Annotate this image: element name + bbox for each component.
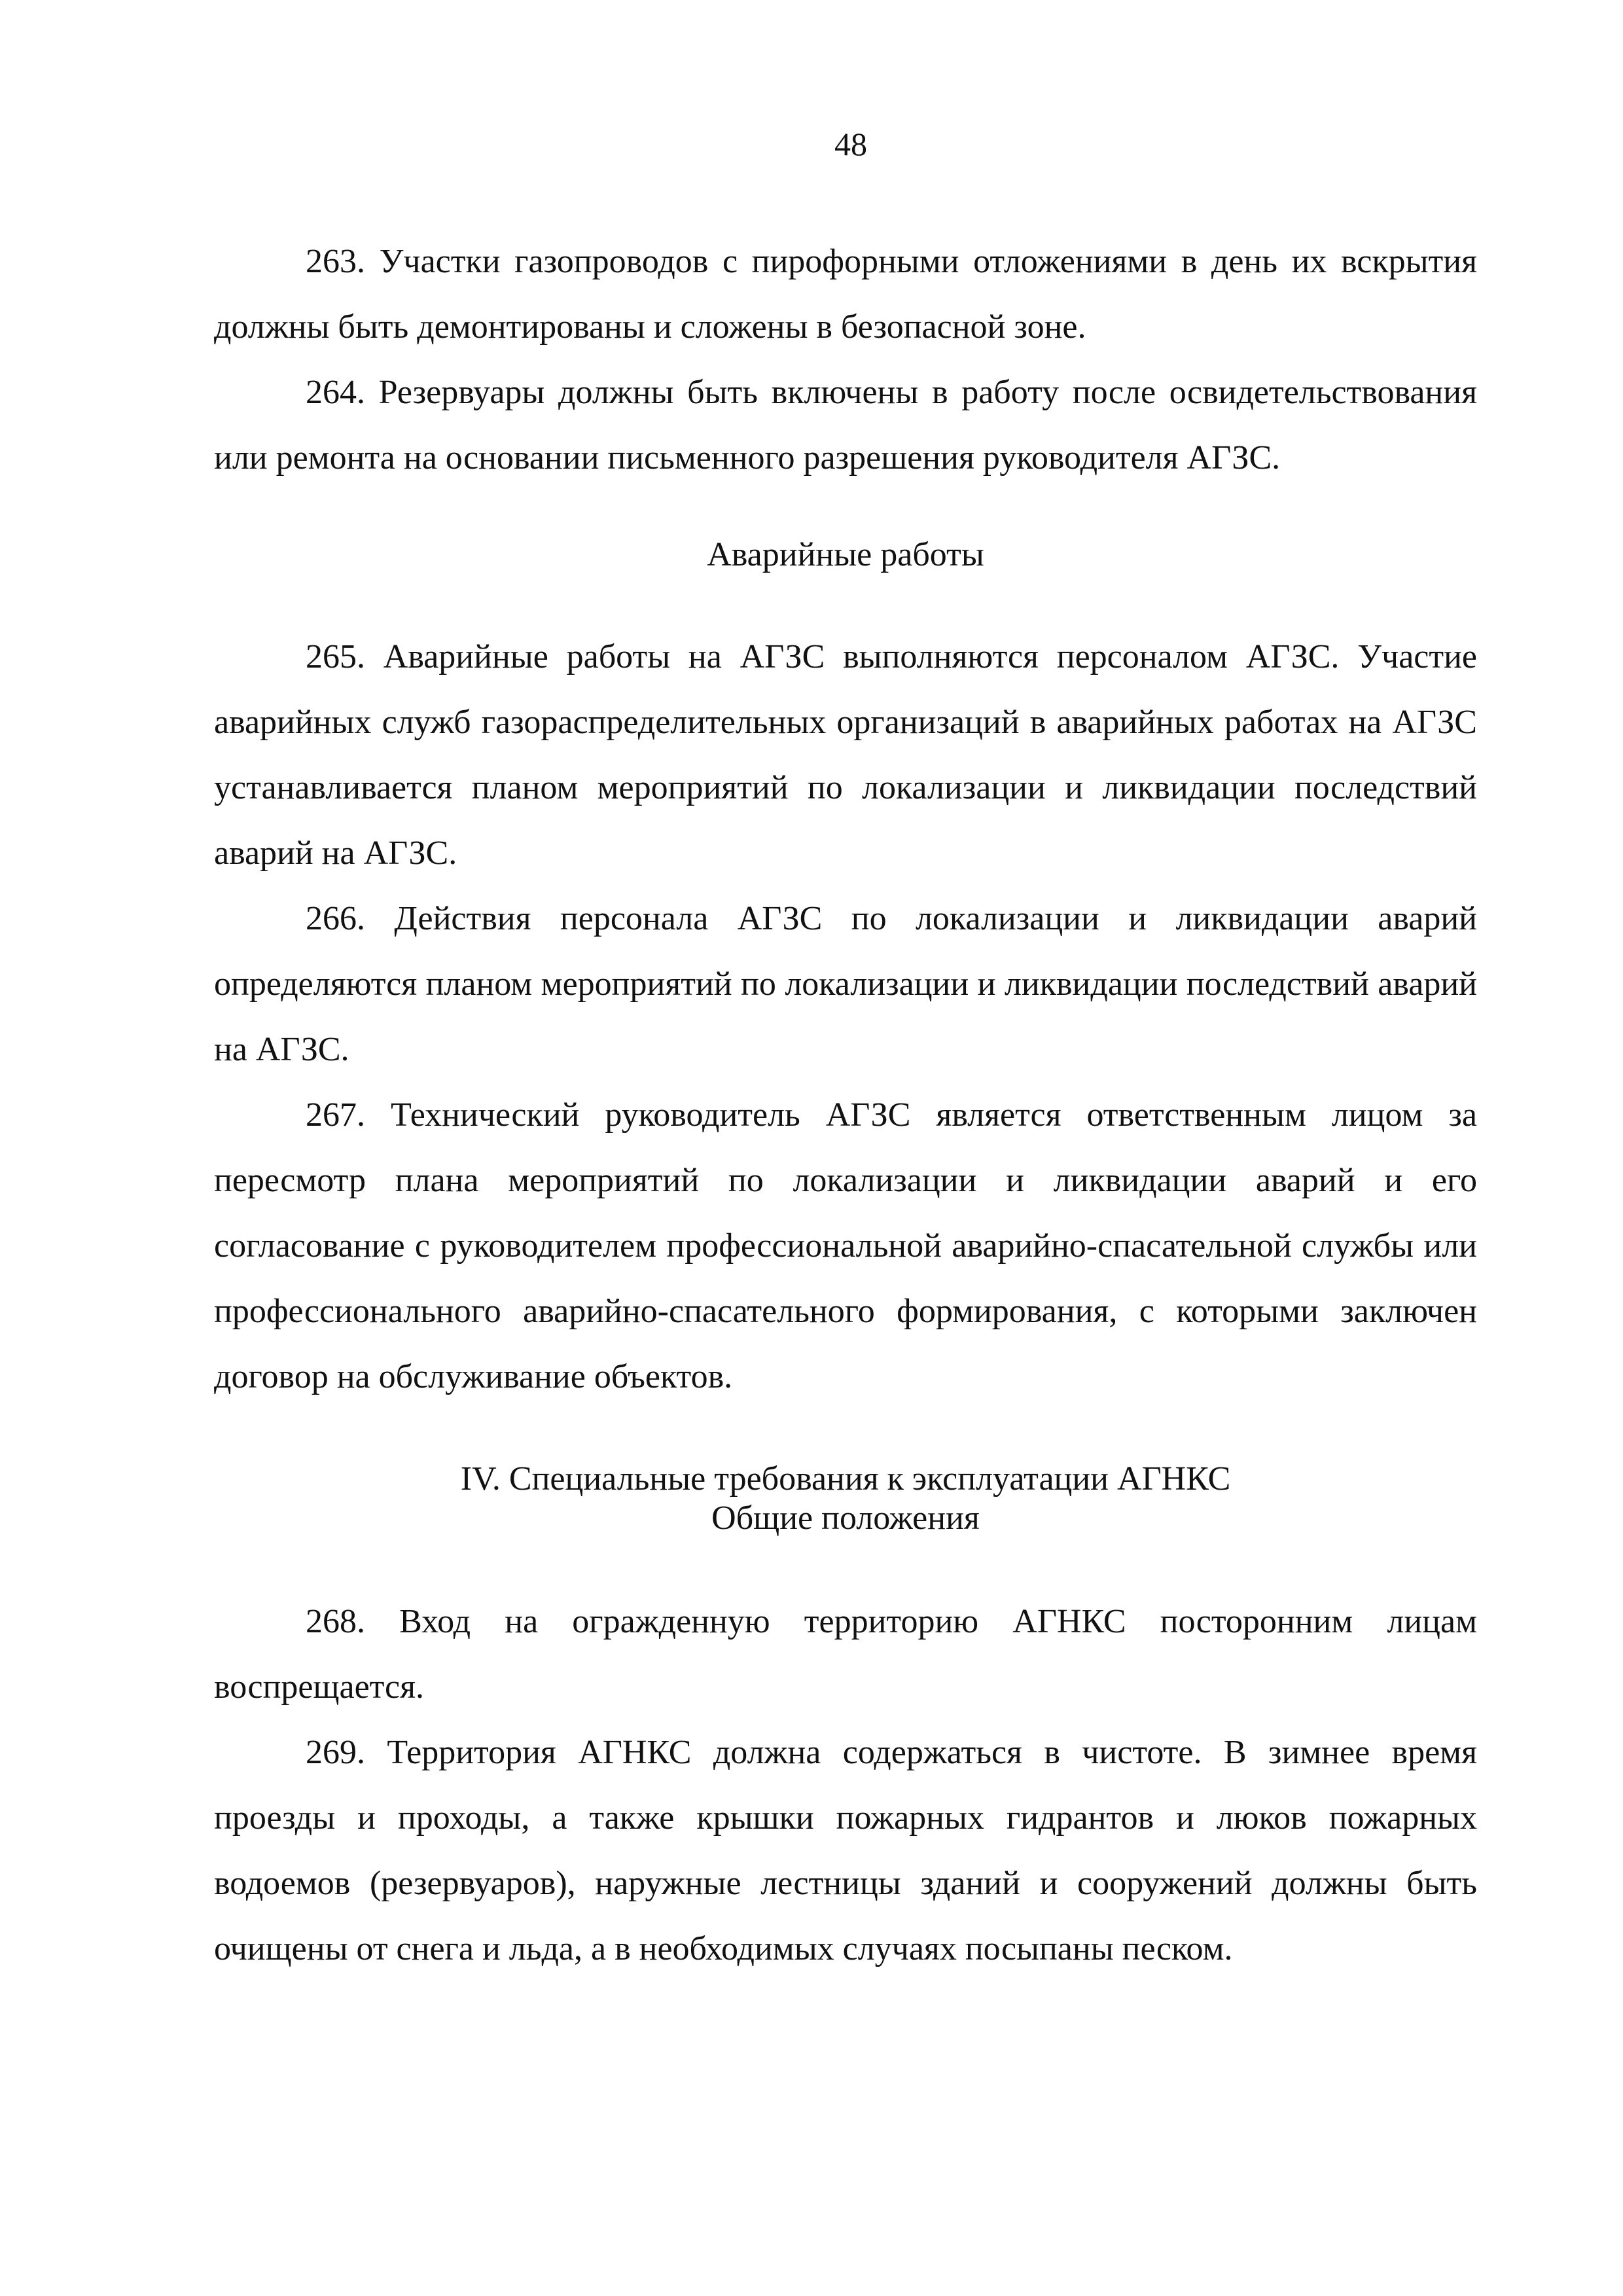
paragraph-263: 263. Участки газопроводов с пирофорными отложениями в день их вскрытия должны быть демонтированы и сложены в безопасной зоне. bbox=[214, 243, 1477, 346]
paragraph-265: 265. Аварийные работы на АГЗС выполняются персоналом АГЗС. Участие аварийных служб газораспределительных организаций в аварийных работах на АГЗС устанавливается планом мероприятий по локализации и ликвидации последствий аварий на АГЗС. bbox=[214, 638, 1477, 872]
subheading-general-provisions: Общие положения bbox=[711, 1499, 980, 1537]
heading-emergency-works: Аварийные работы bbox=[707, 536, 984, 573]
paragraph-269: 269. Территория АГНКС должна содержаться в чистоте. В зимнее время проезды и проходы, а также крышки пожарных гидрантов и люков пожарных водоемов (резервуаров), наружные лестницы зданий и сооружений должны быть очищены от снега и льда, а в необходимых случаях посыпаны песком. bbox=[214, 1734, 1477, 1967]
page-number: 48 bbox=[834, 126, 867, 162]
document-body bbox=[214, 229, 1477, 1982]
paragraph-267: 267. Технический руководитель АГЗС является ответственным лицом за пересмотр плана мероприятий по локализации и ликвидации аварий и его согласование с руководителем профессиональной аварийно-спасательной службы или профессионального аварийно-спасательного формирования, с которыми заключен договор на обслуживание объектов. bbox=[214, 1096, 1477, 1395]
section-heading-iv: IV. Специальные требования к эксплуатации АГНКС bbox=[460, 1460, 1231, 1498]
paragraph-268: 268. Вход на огражденную территорию АГНКС посторонним лицам воспрещается. bbox=[214, 1603, 1477, 1706]
paragraph-264: 264. Резервуары должны быть включены в работу после освидетельствования или ремонта на основании письменного разрешения руководителя АГЗС. bbox=[214, 374, 1477, 476]
paragraph-266: 266. Действия персонала АГЗС по локализации и ликвидации аварий определяются планом мероприятий по локализации и ликвидации последствий аварий на АГЗС. bbox=[214, 900, 1477, 1068]
